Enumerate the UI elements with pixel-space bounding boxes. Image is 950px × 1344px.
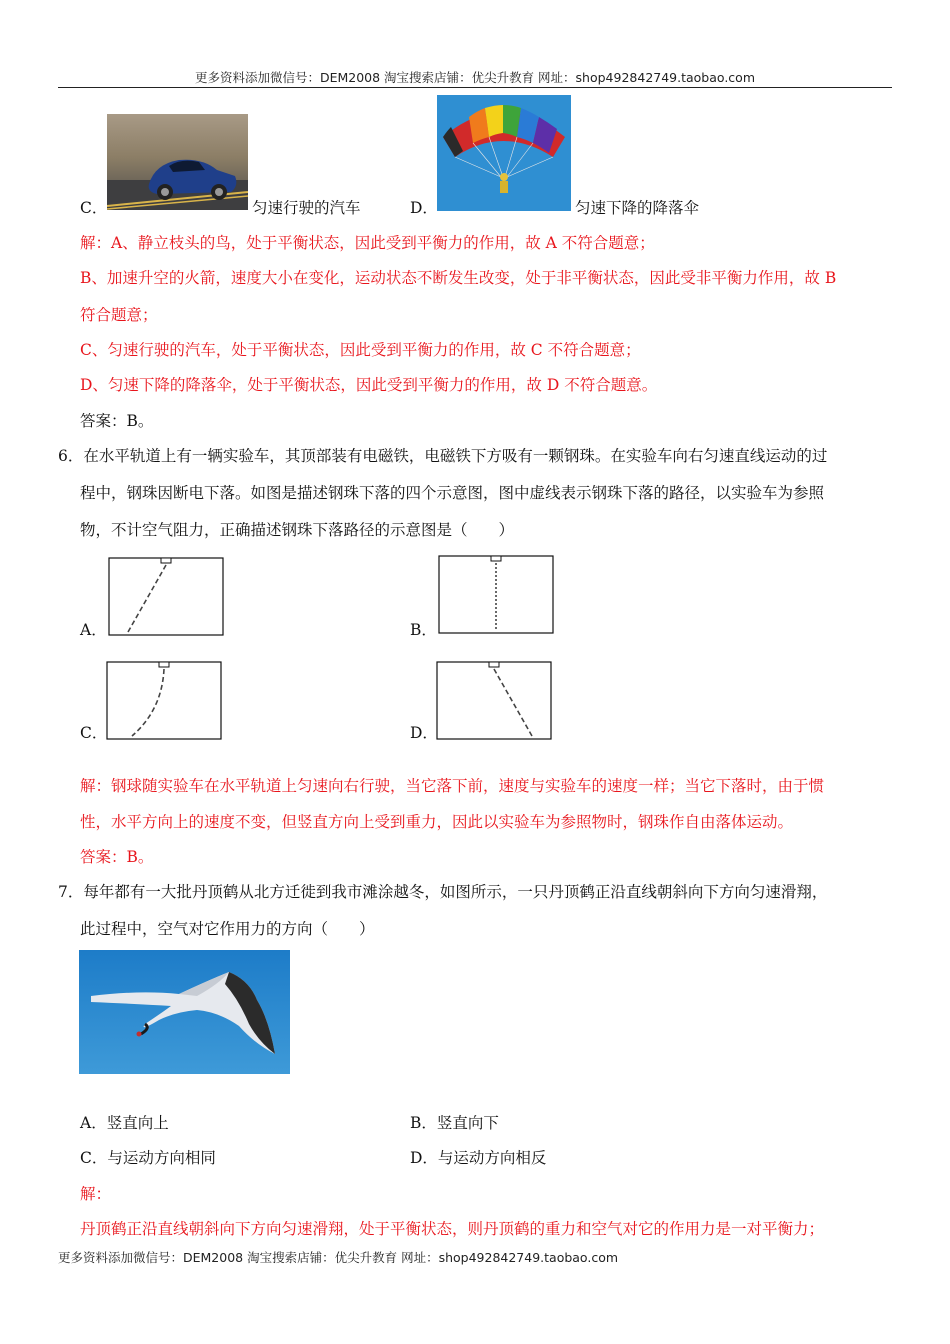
q6-solution-line-2: 性，水平方向上的速度不变，但竖直方向上受到重力，因此以实验车为参照物时，钢珠作自由落体运动。 — [80, 813, 794, 831]
q6-label-c: C． — [80, 724, 108, 742]
q6-diagram-c — [106, 660, 224, 742]
q5-option-d-letter: D． — [410, 199, 438, 217]
q5-solution-line-2: B、加速升空的火箭，速度大小在变化，运动状态不断发生改变，处于非平衡状态，因此受非平衡力作用，故 B — [80, 269, 837, 287]
q6-diagram-b — [438, 554, 556, 636]
q6-diagram-d — [436, 660, 554, 742]
q5-solution-line-5: D、匀速下降的降落伞，处于平衡状态，因此受到平衡力的作用，故 D 不符合题意。 — [80, 376, 658, 394]
q7-option-c: C．与运动方向相同 — [80, 1149, 216, 1167]
crane-photo — [79, 950, 290, 1074]
q7-option-b: B．竖直向下 — [410, 1114, 499, 1132]
q7-solution-line-1: 丹顶鹤正沿直线朝斜向下方向匀速滑翔，处于平衡状态，则丹顶鹤的重力和空气对它的作用力是一对平衡力； — [80, 1220, 825, 1238]
q5-solution-line-3: 符合题意； — [80, 306, 158, 324]
q6-stem-line-1: 6．在水平轨道上有一辆实验车，其顶部装有电磁铁，电磁铁下方吸有一颗钢珠。在实验车向右匀速直线运动的过 — [58, 447, 828, 465]
q6-label-a: A． — [80, 621, 107, 639]
q7-solution-label: 解： — [80, 1185, 112, 1203]
q6-label-b: B． — [410, 621, 437, 639]
q6-solution-line-1: 解：钢球随实验车在水平轨道上匀速向右行驶，当它落下前，速度与实验车的速度一样；当它下落时，由于惯 — [80, 777, 825, 795]
header-rule — [58, 87, 892, 88]
q6-diagram-a — [108, 556, 226, 638]
q6-stem-line-3: 物，不计空气阻力，正确描述钢珠下落路径的示意图是（ ） — [80, 521, 515, 539]
q6-answer: 答案：B。 — [80, 848, 154, 866]
car-photo — [107, 114, 248, 210]
q7-option-a: A．竖直向上 — [80, 1114, 169, 1132]
q5-solution-line-4: C、匀速行驶的汽车，处于平衡状态，因此受到平衡力的作用，故 C 不符合题意； — [80, 341, 641, 359]
q6-stem-line-2: 程中，钢珠因断电下落。如图是描述钢珠下落的四个示意图，图中虚线表示钢珠下落的路径，以实验车为参照 — [80, 484, 825, 502]
q5-option-d-text: 匀速下降的降落伞 — [575, 199, 700, 217]
q5-answer: 答案：B。 — [80, 412, 154, 430]
q5-solution-line-1: 解：A、静立枝头的鸟，处于平衡状态，因此受到平衡力的作用，故 A 不符合题意； — [80, 234, 655, 252]
q7-option-d: D．与运动方向相反 — [410, 1149, 547, 1167]
q5-option-c-letter: C． — [80, 199, 108, 217]
q6-label-d: D． — [410, 724, 438, 742]
page-header: 更多资料添加微信号：DEM2008 淘宝搜索店铺：优尖升教育 网址：shop492842749.taobao.com — [194, 70, 756, 85]
page-footer: 更多资料添加微信号：DEM2008 淘宝搜索店铺：优尖升教育 网址：shop492842749.taobao.com — [58, 1250, 619, 1265]
q7-stem-line-2: 此过程中，空气对它作用力的方向（ ） — [80, 920, 375, 938]
q5-option-c-text: 匀速行驶的汽车 — [252, 199, 361, 217]
q7-stem-line-1: 7．每年都有一大批丹顶鹤从北方迁徙到我市滩涂越冬，如图所示，一只丹顶鹤正沿直线朝斜向下方向匀速滑翔， — [58, 883, 828, 901]
parachute-photo — [437, 95, 571, 211]
